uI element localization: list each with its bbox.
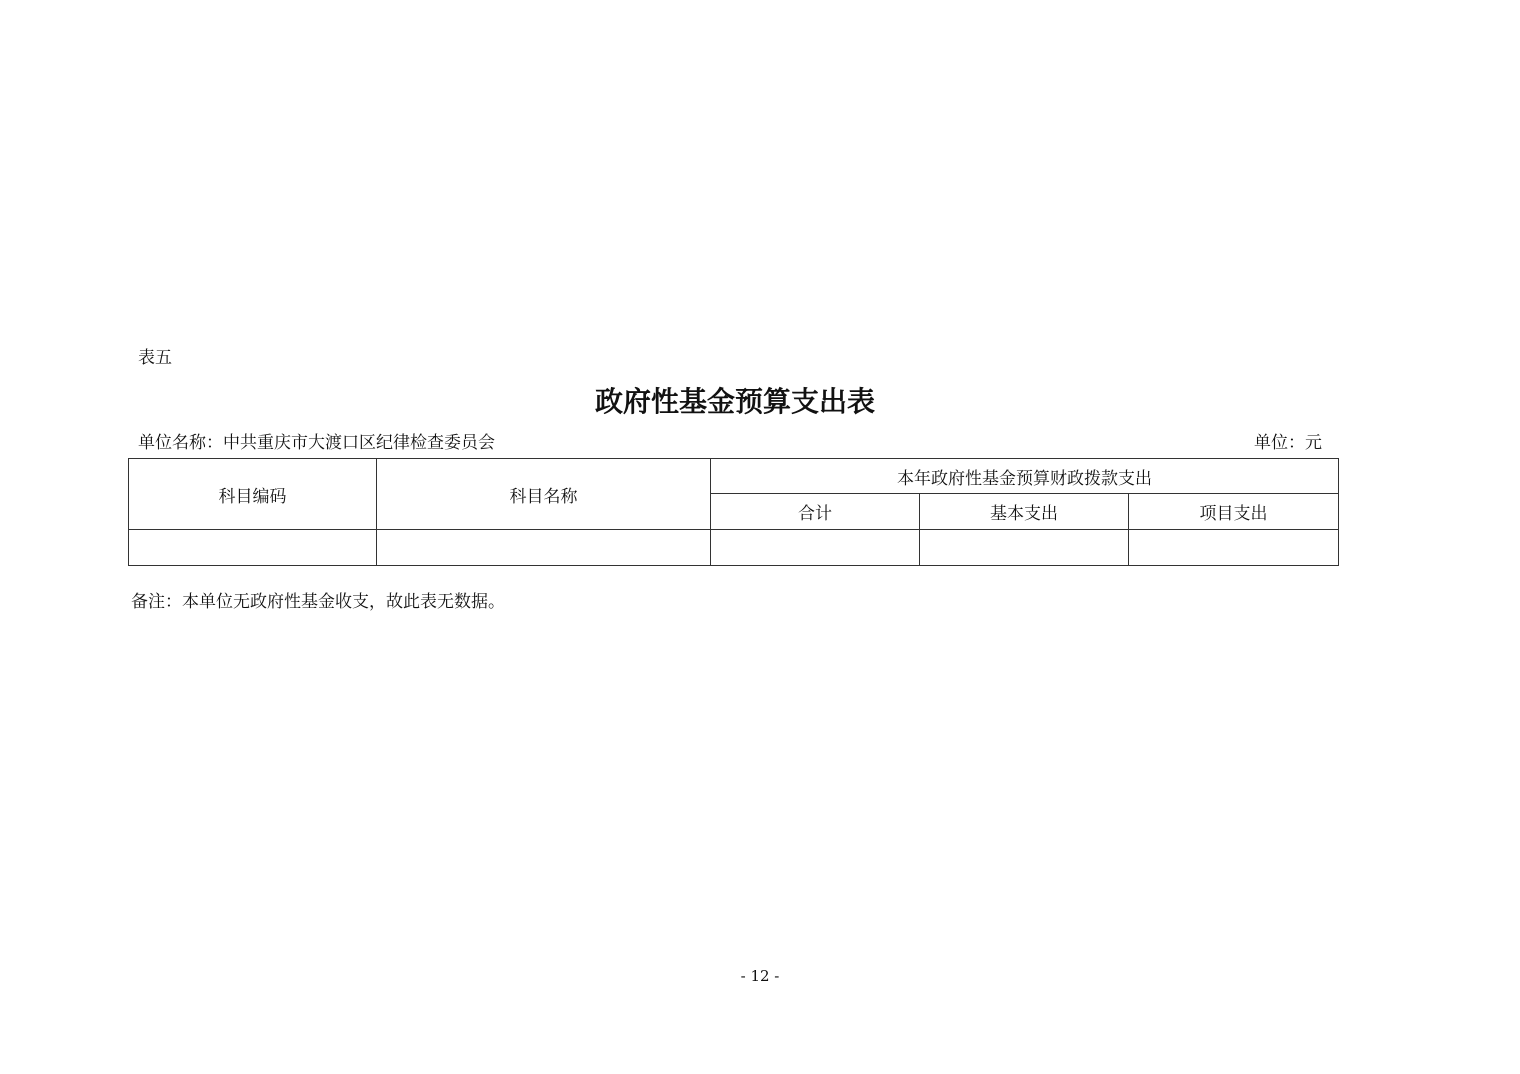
cell-total <box>711 530 920 566</box>
cell-basic-expenditure <box>920 530 1129 566</box>
table-header-row <box>129 459 1339 494</box>
header-basic-expenditure: 基本支出 <box>920 494 1129 530</box>
currency-unit-label: 单位：元 <box>1254 433 1322 453</box>
expenditure-table <box>128 458 1339 566</box>
cell-subject-name <box>377 530 711 566</box>
header-project-expenditure: 项目支出 <box>1129 494 1339 530</box>
header-subject-name: 科目名称 <box>377 459 711 530</box>
cell-subject-code <box>129 530 377 566</box>
page-number: - 12 - <box>740 967 780 985</box>
unit-name-label: 单位名称：中共重庆市大渡口区纪律检查委员会 <box>138 433 495 453</box>
header-total: 合计 <box>711 494 920 530</box>
header-group-expenditure: 本年政府性基金预算财政拨款支出 <box>711 459 1339 494</box>
table-number-label: 表五 <box>138 348 172 368</box>
header-subject-code: 科目编码 <box>129 459 377 530</box>
table-row <box>129 530 1339 566</box>
document-title: 政府性基金预算支出表 <box>594 385 875 418</box>
footnote: 备注：本单位无政府性基金收支，故此表无数据。 <box>131 592 505 612</box>
cell-project-expenditure <box>1129 530 1339 566</box>
